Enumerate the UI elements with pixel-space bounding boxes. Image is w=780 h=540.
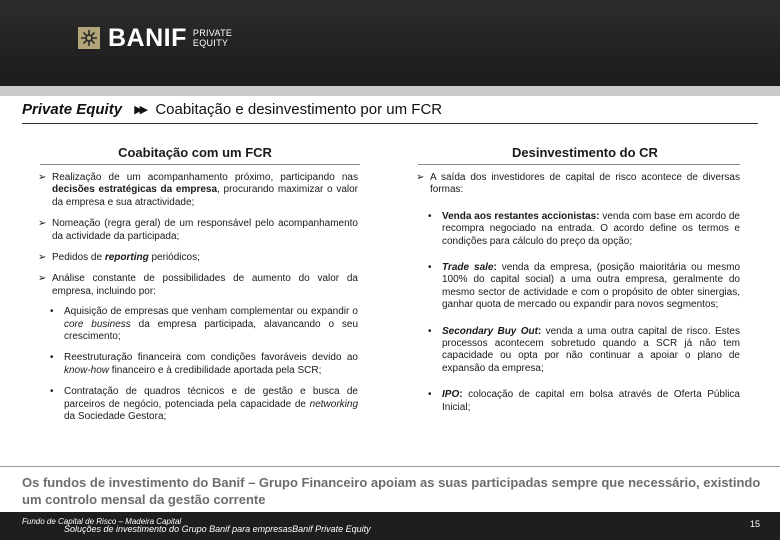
sub-list-item <box>38 386 358 423</box>
item-text: Reestruturação financeira com condições favoráveis devido ao <box>64 352 358 364</box>
header-band <box>0 0 780 86</box>
item-text: Nomeação (regra geral) de um responsável pelo acompanhamento da actividade da participada; <box>52 218 358 242</box>
right-column-heading: Desinvestimento do CR <box>512 145 658 160</box>
header-divider-band <box>0 86 780 96</box>
arrow-bullet-icon: ➢ <box>38 252 47 264</box>
item-text: Realização de um acompanhamento próximo, participando nas <box>52 172 358 183</box>
item-text: Aquisição de empresas que venham complementar ou expandir o <box>64 306 358 318</box>
item-emphasis: reporting <box>104 252 149 264</box>
item-text: venda da empresa, (posição maioritária ou mesmo 100% do capital social) a uma outra empresa, geralmente do mesmo sector de actividade e com o propósito de obter sinergias, ganhar quota de mercado ou expandir para novos segmentos; <box>442 262 740 311</box>
title-text: Coabitação e desinvestimento por um FCR <box>155 101 443 118</box>
arrow-bullet-icon: ➢ <box>38 218 47 230</box>
bullet-dot-icon: • <box>428 262 432 274</box>
item-emphasis: Secondary Buy Out <box>442 325 538 337</box>
brand-sub-line1: PRIVATE <box>192 28 233 38</box>
item-text: financeiro e à credibilidade aportada pela SCR; <box>109 364 322 376</box>
item-text: da empresa participada, alavancando o seu crescimento; <box>64 318 359 343</box>
brand-subtitle <box>193 28 232 48</box>
sub-list-item <box>38 352 358 377</box>
item-text: periódicos; <box>148 252 200 264</box>
item-punct: : <box>493 262 497 274</box>
conclusion-rule <box>0 466 780 467</box>
item-emphasis: IPO <box>442 389 460 401</box>
item-emphasis: networking <box>309 398 358 410</box>
banif-flower-mark-icon <box>78 27 100 49</box>
footer-caption: Soluções de investimento do Grupo Banif para empresasBanif Private Equity <box>64 524 371 534</box>
item-text: colocação de capital em bolsa através de Oferta Pública Inicial; <box>442 389 740 413</box>
double-play-arrow-icon: ▶▶ <box>134 104 146 116</box>
arrow-bullet-icon: ➢ <box>38 273 47 285</box>
sub-list-item <box>416 211 740 248</box>
footer-fund-name: Fundo de Capital de Risco – Madeira Capital <box>22 517 182 526</box>
brand-sub-line2: EQUITY <box>192 38 229 48</box>
item-text: venda com base em acordo de recompra negociado na entrada. O acordo define os termos e condições para cálculo do preço da opção; <box>442 210 740 247</box>
bullet-dot-icon: • <box>50 306 54 318</box>
bullet-dot-icon: • <box>50 386 54 398</box>
sub-list-item <box>416 262 740 312</box>
right-column <box>416 172 740 414</box>
right-column-rule <box>418 164 740 165</box>
item-emphasis: core business <box>64 318 131 330</box>
list-item <box>38 252 358 264</box>
bullet-dot-icon: • <box>428 210 432 222</box>
title-underline <box>22 123 758 124</box>
left-column-rule <box>40 164 360 165</box>
page-title <box>22 101 442 118</box>
item-text: Pedidos de <box>52 252 105 264</box>
conclusion-text: Os fundos de investimento do Banif – Grupo Financeiro apoiam as suas participadas sempre que necessário, existindo um controlo mensal da gestão corrente <box>22 475 761 507</box>
bullet-dot-icon: • <box>428 389 432 401</box>
arrow-bullet-icon: ➢ <box>416 172 425 183</box>
item-text: A saída dos investidores de capital de risco acontece de diversas formas: <box>430 172 740 196</box>
item-emphasis: know-how <box>64 364 110 376</box>
sub-list-item <box>416 326 740 376</box>
banif-logo[interactable] <box>78 24 233 52</box>
item-emphasis: Trade sale <box>442 262 494 274</box>
item-text: Contratação de quadros técnicos e de gestão e busca de parceiros de negócio, potenciada pela capacidade de <box>64 386 358 410</box>
brand-name: BANIF <box>108 24 187 52</box>
bullet-dot-icon: • <box>428 325 432 337</box>
list-item <box>38 172 358 209</box>
item-emphasis: decisões estratégicas da empresa <box>52 184 218 196</box>
item-text: venda a uma outra capital de risco. Estes processos acontecem sobretudo quando a SCR já não tem capacidade ou opta por não continuar a apoiar o plano de expansão da empresa; <box>442 325 740 374</box>
sub-list-item <box>416 389 740 414</box>
list-item <box>416 172 740 197</box>
bullet-dot-icon: • <box>50 352 54 364</box>
left-column <box>38 172 358 424</box>
item-punct: : <box>537 325 542 337</box>
title-lead: Private Equity <box>22 101 123 118</box>
item-punct: : <box>459 389 463 401</box>
page-number: 15 <box>749 519 760 529</box>
list-item <box>38 273 358 298</box>
item-text: da Sociedade Gestora; <box>64 411 167 423</box>
sub-list-item <box>38 306 358 343</box>
item-emphasis: Venda aos restantes accionistas: <box>442 210 600 222</box>
item-text: Análise constante de possibilidades de aumento do valor da empresa, incluindo por: <box>52 273 358 297</box>
list-item <box>38 218 358 243</box>
item-text: , procurando maximizar o valor da empresa e sua atractividade; <box>52 184 358 208</box>
left-column-heading: Coabitação com um FCR <box>118 145 272 160</box>
arrow-bullet-icon: ➢ <box>38 172 47 183</box>
